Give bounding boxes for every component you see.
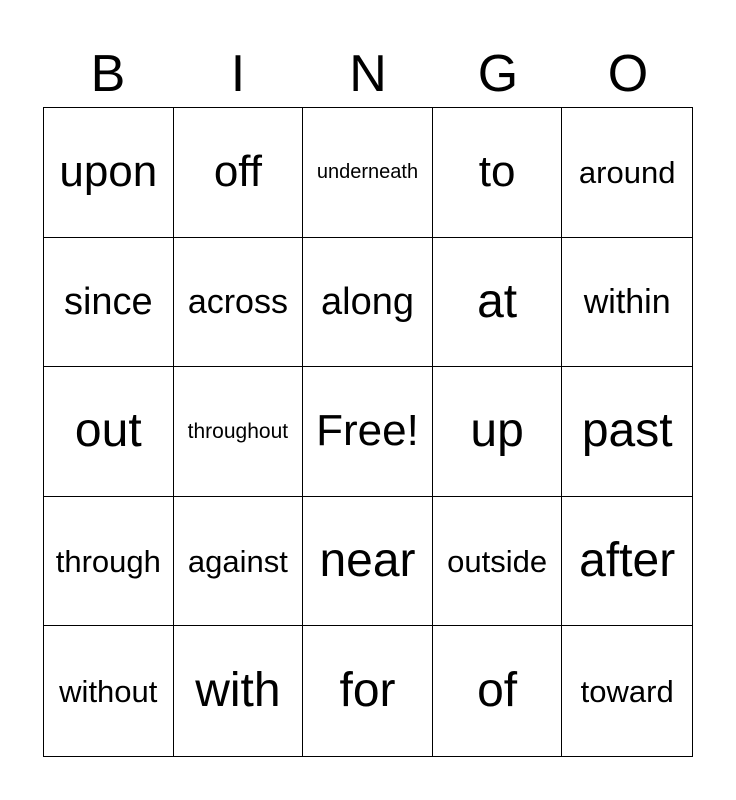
bingo-cell[interactable]: up [433, 367, 563, 497]
bingo-cell[interactable]: along [303, 238, 433, 368]
header-letter-i: I [230, 45, 246, 103]
bingo-cell[interactable]: against [174, 497, 304, 627]
header-letter-g: G [477, 45, 519, 103]
bingo-cell[interactable]: within [562, 238, 692, 368]
bingo-cell[interactable]: to [433, 108, 563, 238]
bingo-cell[interactable]: with [174, 626, 304, 756]
bingo-cell[interactable]: for [303, 626, 433, 756]
bingo-cell[interactable]: of [433, 626, 563, 756]
bingo-cell[interactable]: across [174, 238, 304, 368]
bingo-cell[interactable]: off [174, 108, 304, 238]
bingo-cell[interactable]: since [44, 238, 174, 368]
header-letter-b: B [90, 45, 126, 103]
bingo-cell[interactable]: out [44, 367, 174, 497]
header-letter-o: O [607, 45, 649, 103]
header-letter-n: N [349, 45, 387, 103]
bingo-header [43, 44, 693, 104]
bingo-cell[interactable]: throughout [174, 367, 304, 497]
bingo-cell[interactable]: at [433, 238, 563, 368]
bingo-cell[interactable]: around [562, 108, 692, 238]
bingo-cell[interactable]: toward [580, 673, 674, 709]
bingo-cell[interactable]: without [44, 626, 174, 756]
bingo-cell[interactable]: underneath [303, 108, 433, 238]
bingo-cell[interactable]: past [562, 367, 692, 497]
bingo-cell[interactable]: upon [44, 108, 174, 238]
bingo-cell[interactable]: after [562, 497, 692, 627]
free-space[interactable]: Free! [303, 367, 433, 497]
bingo-cell[interactable]: outside [433, 497, 563, 627]
bingo-board [43, 107, 693, 757]
bingo-cell[interactable]: near [303, 497, 433, 627]
bingo-cell[interactable]: through [44, 497, 174, 627]
